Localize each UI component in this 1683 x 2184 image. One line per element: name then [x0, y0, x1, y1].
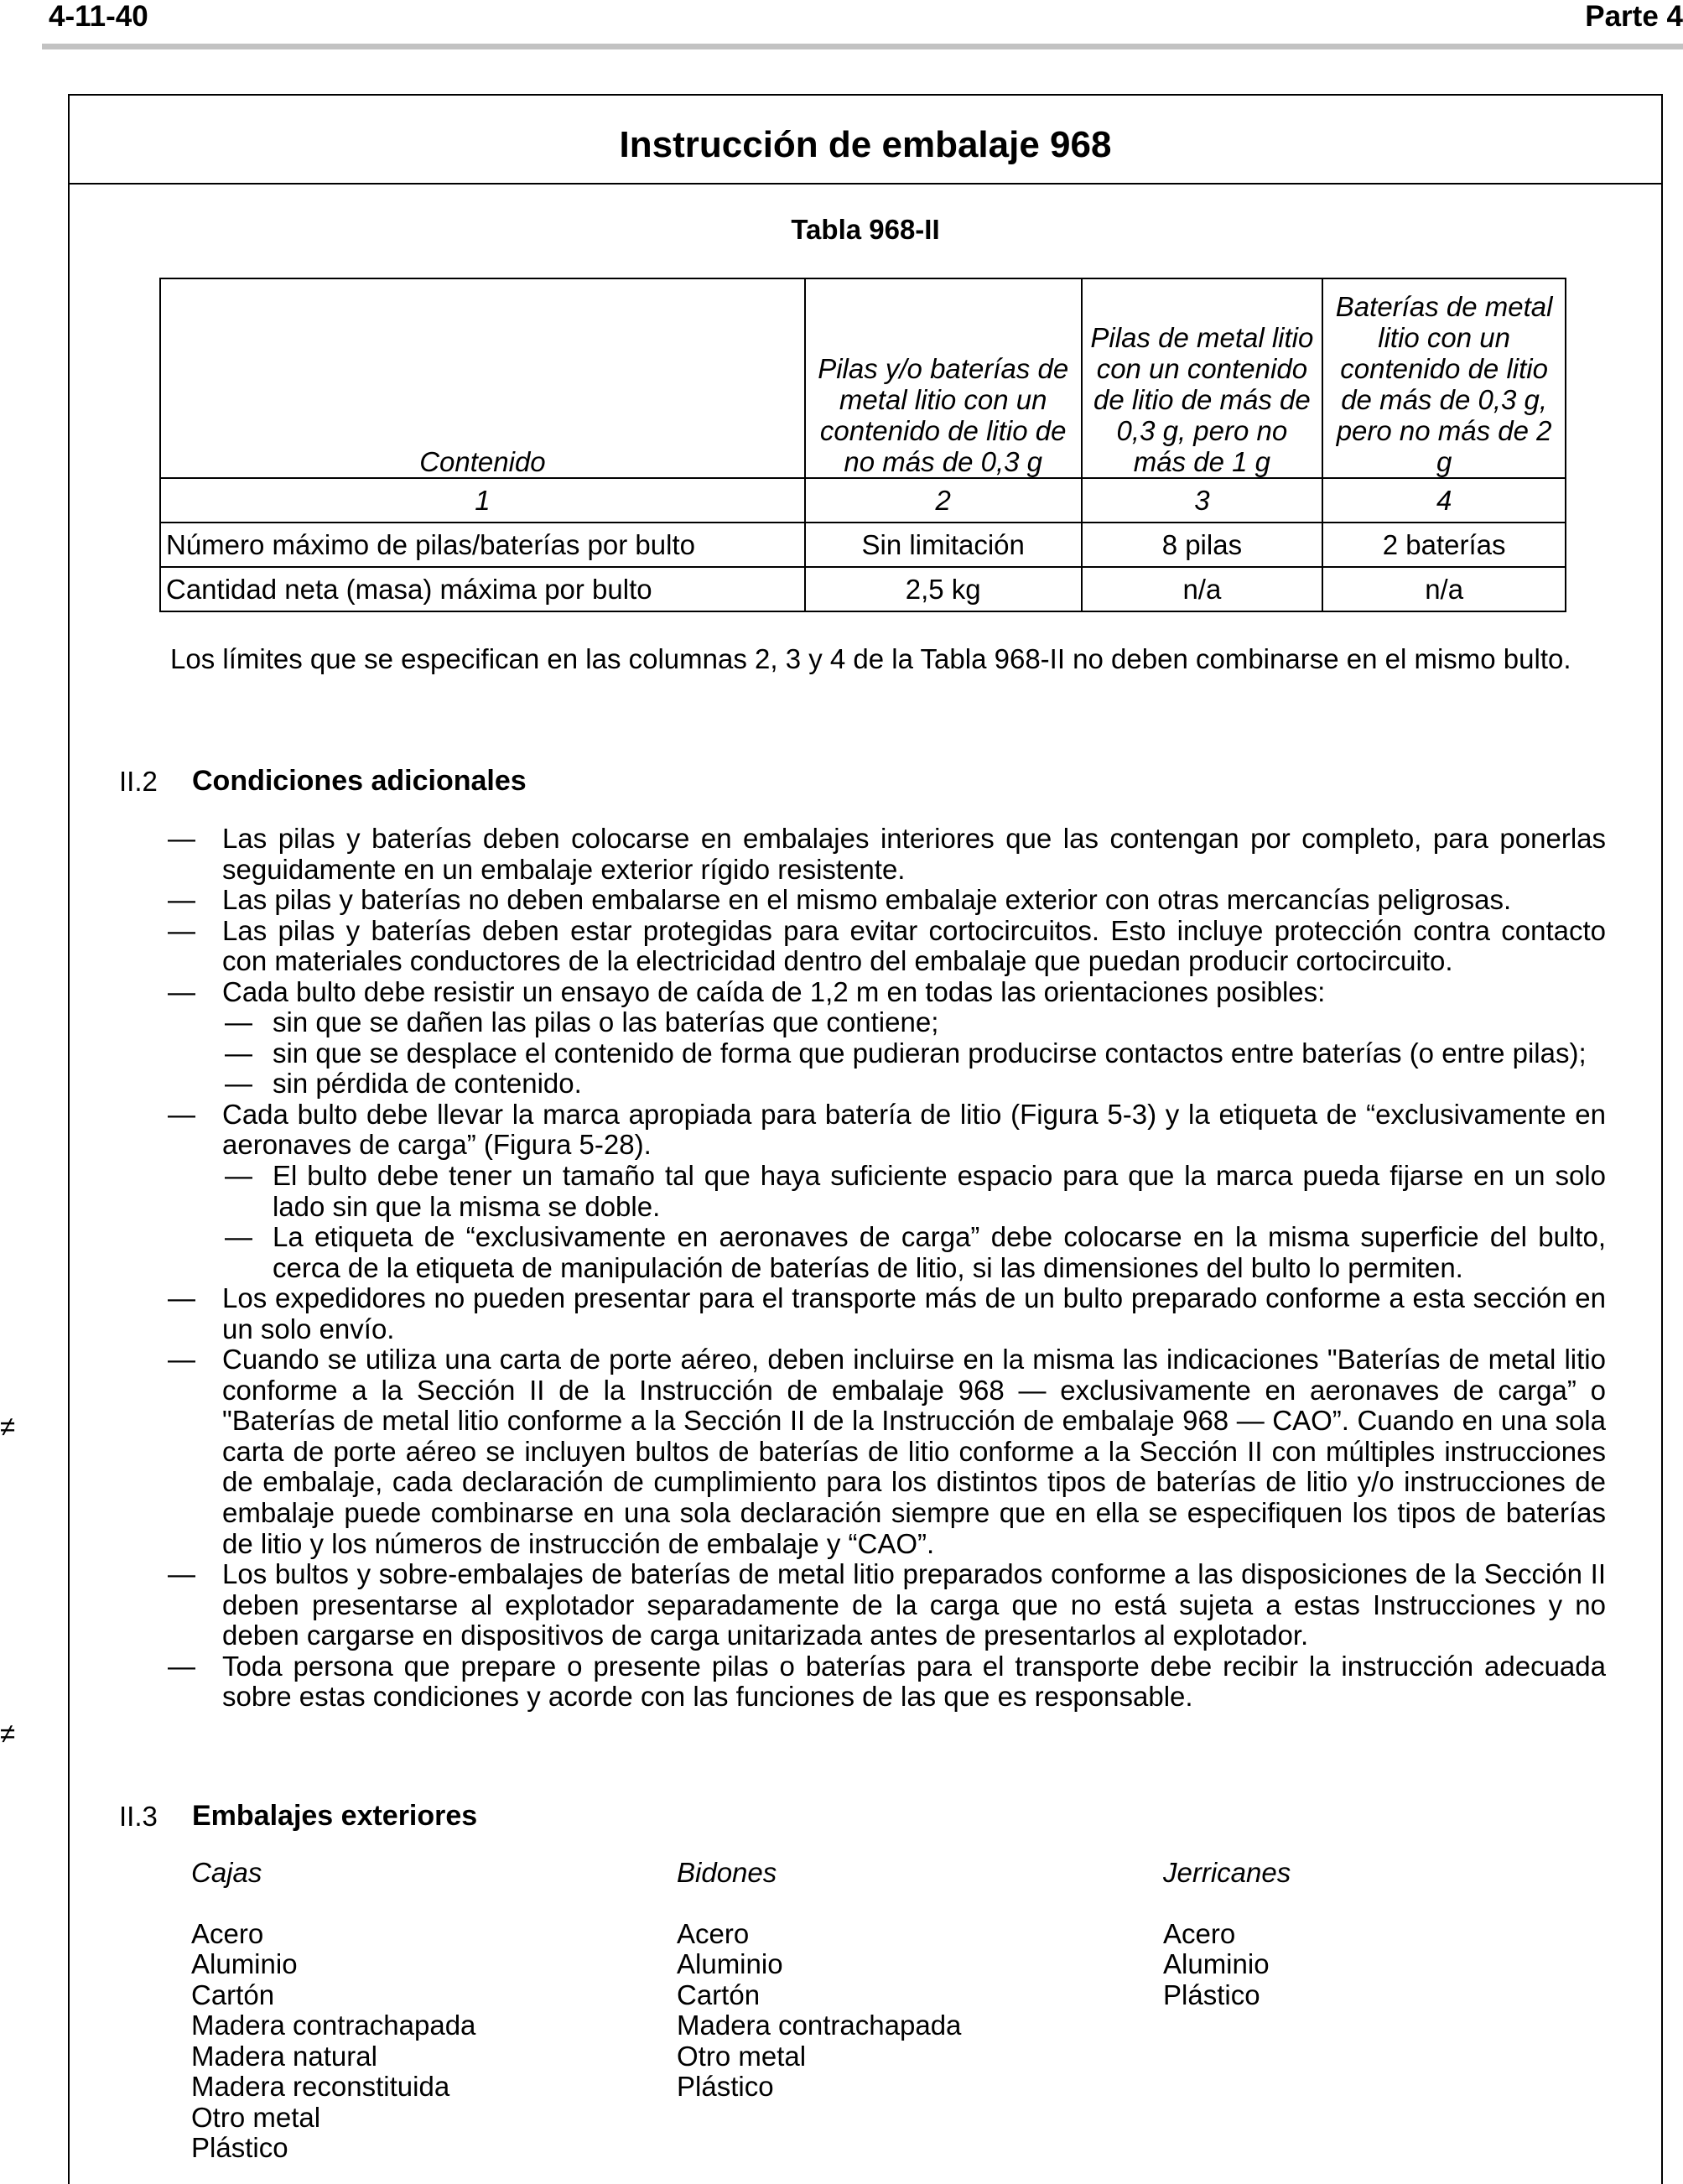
list-item: Acero [677, 1917, 750, 1949]
dash: — [225, 1160, 252, 1192]
section-number: II.2 [119, 766, 158, 797]
column-number: 2 [805, 478, 1082, 523]
list-item: — Cuando se utiliza una carta de porte aéreo, deben incluirse en la misma las indicaciones "Baterías de metal litio conforme a la Sección II de la Instrucción de embalaje 968 — exclusivamente en aeronaves de carga” o "Baterías de metal litio conforme a la Sección II de la Instrucción de embalaje 968 — CAO”. Cuando en una sola carta de porte aéreo se incluyen bultos de baterías de litio conforme a la Sección II con múltiples instrucciones de embalaje, cada declaración de cumplimiento para los distintos tipos de baterías de litio y/o instrucciones de embalaje puede combinarse en una sola declaración siempre que en ella se especifiquen los tipos de baterías de litio y los números de instrucción de embalaje y “CAO”. [168, 1344, 1606, 1559]
packaging-column-bidones [677, 1858, 961, 2103]
table-cell: n/a [1082, 567, 1323, 611]
dash: — [168, 914, 195, 946]
section-title: Embalajes exteriores [192, 1800, 478, 1832]
list-item: — Las pilas y baterías deben colocarse en embalajes interiores que las contengan por completo, para ponerlas seguidamente en un embalaje exterior rígido resistente. [168, 823, 1606, 885]
packaging-column-cajas [191, 1858, 475, 2164]
list-item: Aluminio [1163, 1948, 1270, 1979]
dash: — [168, 975, 195, 1007]
sub-list-item: — La etiqueta de “exclusivamente en aeronaves de carga” debe colocarse en la misma superficie del bulto, cerca de la etiqueta de manipulación de baterías de litio, si las dimensiones del bulto lo permiten. [225, 1221, 1606, 1283]
column-header: Contenido [160, 278, 805, 478]
table-cell: 8 pilas [1082, 523, 1323, 567]
list-item: Madera contrachapada [191, 2010, 476, 2041]
dash: — [168, 1558, 195, 1590]
page-number: 4-11-40 [49, 0, 148, 33]
list-item: Otro metal [191, 2101, 321, 2133]
column-number: 4 [1322, 478, 1566, 523]
list-item: Plástico [1163, 1979, 1260, 2010]
list-item: Madera natural [191, 2040, 377, 2072]
table-cell: n/a [1322, 567, 1566, 611]
section-number: II.3 [119, 1801, 158, 1832]
list-item: — Cada bulto debe resistir un ensayo de caída de 1,2 m en todas las orientaciones posibles: [168, 975, 1326, 1007]
dash: — [225, 1037, 252, 1069]
dash: — [225, 1006, 252, 1038]
list-item: — Cada bulto debe llevar la marca apropiada para batería de litio (Figura 5-3) y la etiqueta de “exclusivamente en aeronaves de carga” (Figura 5-28). [168, 1098, 1606, 1161]
list-item: Aluminio [191, 1948, 298, 1979]
change-mark: ≠ [0, 1411, 16, 1442]
sub-list-item: — sin que se dañen las pilas o las baterías que contiene; [225, 1006, 939, 1038]
sub-list-item: — sin que se desplace el contenido de forma que pudieran producirse contactos entre baterías (o entre pilas); [225, 1037, 1587, 1069]
dash: — [225, 1068, 252, 1100]
sub-list-item: — El bulto debe tener un tamaño tal que haya suficiente espacio para que la marca pueda fijarse en un solo lado sin que la misma se doble. [225, 1160, 1606, 1222]
limits-note: Los límites que se especifican en las columnas 2, 3 y 4 de la Tabla 968-II no deben combinarse en el mismo bulto. [170, 643, 1571, 674]
table-cell: 2 baterías [1322, 523, 1566, 567]
list-item: Acero [191, 1917, 264, 1949]
conditions-list [168, 824, 1606, 1713]
packaging-column-jerricanes [1163, 1858, 1291, 2010]
list-item: Plástico [677, 2071, 774, 2102]
column-number-row [160, 478, 1566, 523]
column-header: Pilas y/o baterías de metal litio con un contenido de litio de no más de 0,3 g [805, 278, 1082, 478]
dash: — [225, 1221, 252, 1253]
list-item: Cartón [191, 1979, 275, 2010]
table-caption: Tabla 968-II [791, 214, 940, 245]
section-title: Condiciones adicionales [192, 765, 527, 797]
list-item: Cartón [677, 1979, 761, 2010]
instruction-title: Instrucción de embalaje 968 [619, 124, 1112, 165]
table-cell: 2,5 kg [805, 567, 1082, 611]
table-968-ii [159, 278, 1566, 612]
sub-list-item: — sin pérdida de contenido. [225, 1068, 582, 1100]
list-item: Madera reconstituida [191, 2071, 450, 2102]
column-number: 3 [1082, 478, 1323, 523]
change-mark: ≠ [0, 1718, 16, 1749]
column-heading: Jerricanes [1163, 1857, 1291, 1888]
list-item: — Las pilas y baterías no deben embalarse en el mismo embalaje exterior con otras mercancías peligrosas. [168, 884, 1512, 916]
list-item: Madera contrachapada [677, 2010, 962, 2041]
list-item: — Los bultos y sobre-embalajes de baterías de metal litio preparados conforme a las disposiciones de la Sección II deben presentarse al explotador separadamente de la carga que no está sujeta a estas Instrucciones y no deben cargarse en dispositivos de carga unitarizada antes de presentarlos al explotador. [168, 1558, 1606, 1651]
header-rule [42, 44, 1683, 49]
title-divider [68, 183, 1663, 185]
table-cell: Número máximo de pilas/baterías por bulto [160, 523, 805, 567]
dash: — [168, 1282, 195, 1314]
list-item: — Los expedidores no pueden presentar para el transporte más de un bulto preparado conforme a esta sección en un solo envío. [168, 1282, 1606, 1344]
list-item: Otro metal [677, 2040, 807, 2072]
dash: — [168, 823, 195, 854]
table-cell: Cantidad neta (masa) máxima por bulto [160, 567, 805, 611]
list-item: Aluminio [677, 1948, 783, 1979]
column-heading: Cajas [191, 1857, 262, 1888]
list-item: Acero [1163, 1917, 1236, 1949]
column-header: Pilas de metal litio con un contenido de litio de más de 0,3 g, pero no más de 1 g [1082, 278, 1323, 478]
column-number: 1 [160, 478, 805, 523]
table-row [160, 567, 1566, 611]
dash: — [168, 1098, 195, 1130]
list-item: Plástico [191, 2132, 288, 2163]
list-item: — Las pilas y baterías deben estar protegidas para evitar cortocircuitos. Esto incluye protección contra contacto con materiales conductores de la electricidad dentro del embalaje que puedan producir cortocircuito. [168, 914, 1606, 977]
table-cell: Sin limitación [805, 523, 1082, 567]
table-header-row [160, 278, 1566, 478]
part-label: Parte 4 [1585, 0, 1683, 33]
list-item: — Toda persona que prepare o presente pilas o baterías para el transporte debe recibir la instrucción adecuada sobre estas condiciones y acorde con las funciones de las que es responsable. [168, 1650, 1606, 1713]
dash: — [168, 1344, 195, 1375]
column-header: Baterías de metal litio con un contenido de litio de más de 0,3 g, pero no más de 2 g [1322, 278, 1566, 478]
column-heading: Bidones [677, 1857, 777, 1888]
dash: — [168, 884, 195, 916]
dash: — [168, 1650, 195, 1682]
table-row [160, 523, 1566, 567]
